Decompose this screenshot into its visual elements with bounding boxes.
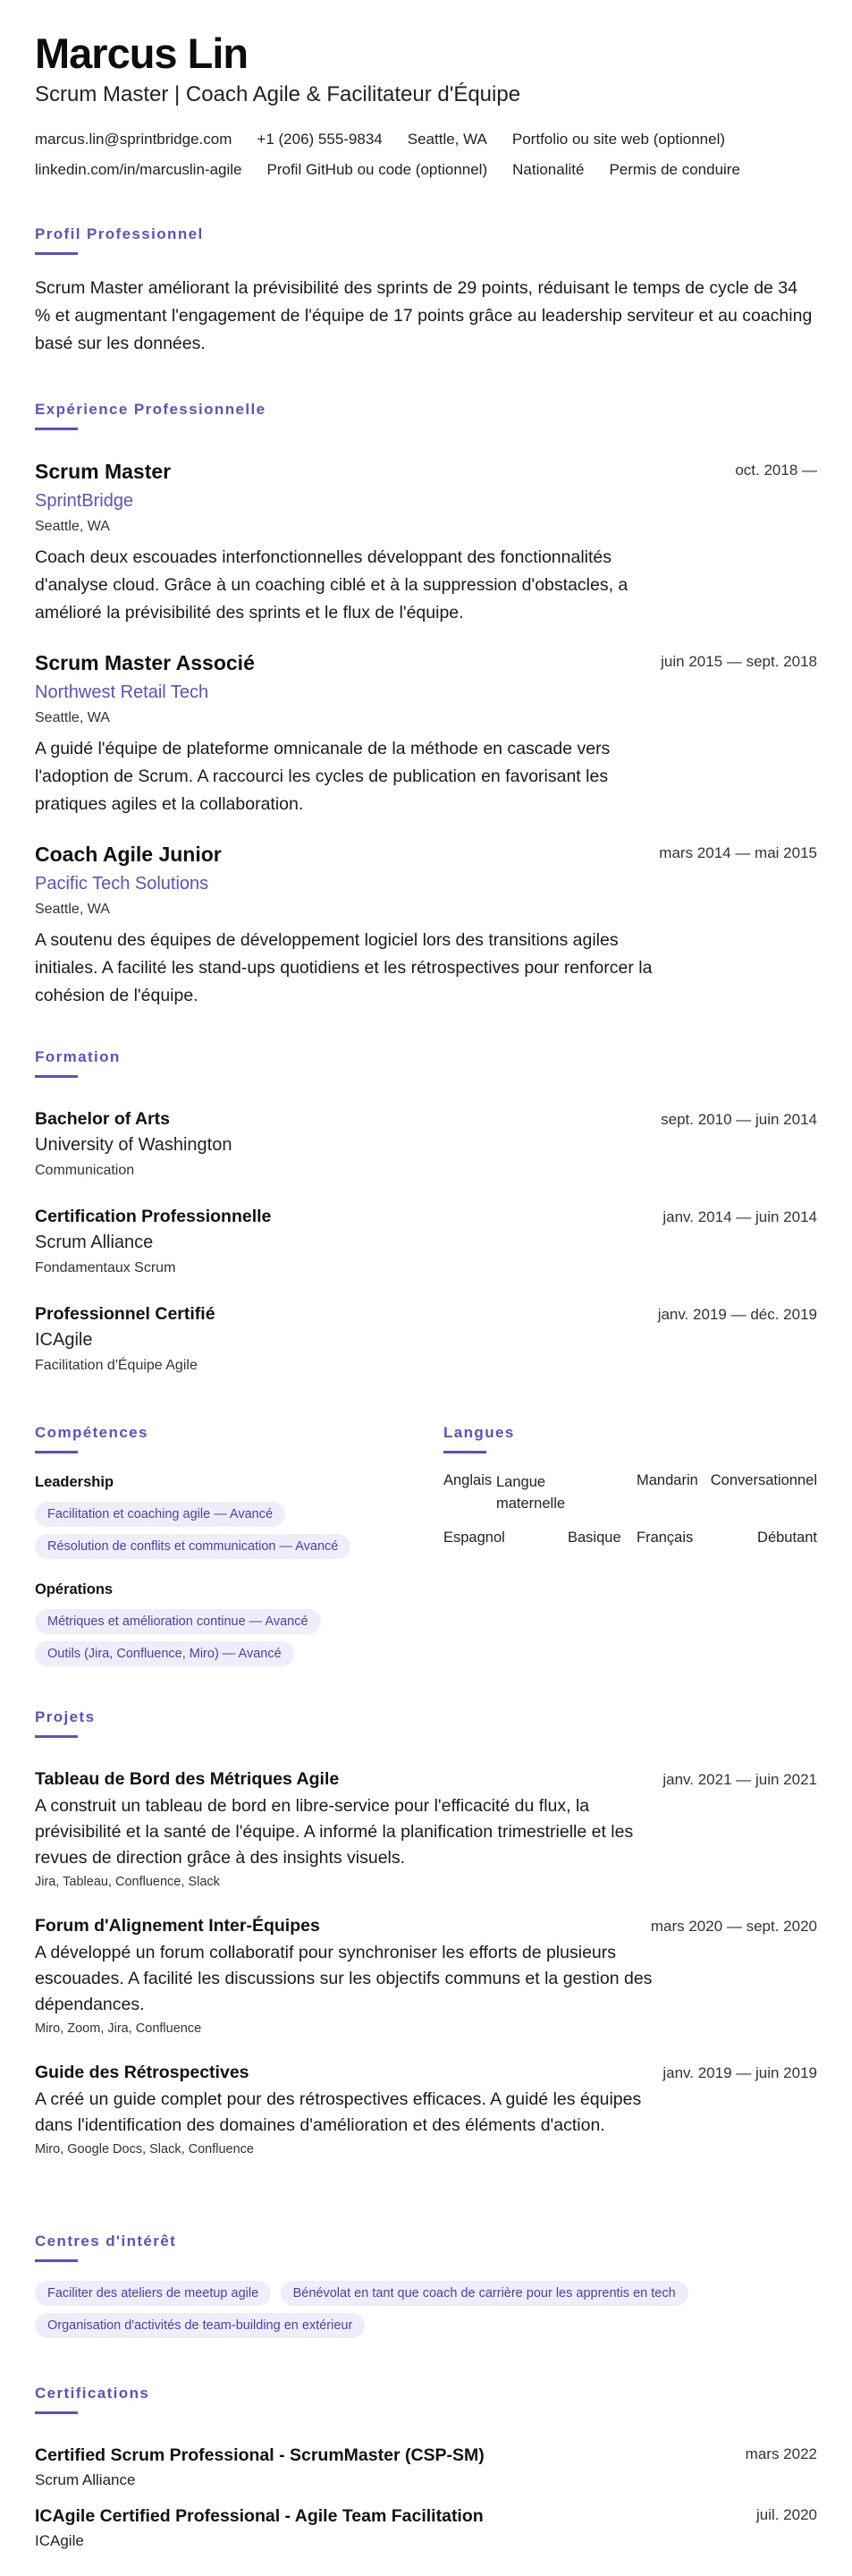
certification-name: Certified Scrum Professional - ScrumMaster (CSP-SM)	[35, 2445, 485, 2465]
job-title: Scrum Master	[35, 460, 172, 483]
contact-nationality: Nationalité	[512, 161, 585, 178]
project-tech: Miro, Zoom, Jira, Confluence	[35, 2021, 202, 2036]
profile-heading: Profil Professionnel	[35, 225, 204, 242]
job-date: juin 2015 — sept. 2018	[661, 653, 817, 670]
education-school: ICAgile	[35, 1330, 93, 1350]
job-description: Coach deux escouades interfonctionnelles développant des fonctionnalités d'analyse cloud. Grâce à un coaching ciblé et à la suppression d'obstacles, a amélioré la prévisibilité des sprints et le flux de l'équipe.	[35, 547, 628, 623]
contact-license: Permis de conduire	[609, 161, 740, 178]
education-date: janv. 2014 — juin 2014	[662, 1208, 817, 1225]
education-degree: Bachelor of Arts	[35, 1109, 170, 1129]
section-divider	[35, 428, 78, 430]
project-date: janv. 2019 — juin 2019	[662, 2064, 817, 2081]
job-entry	[35, 460, 817, 627]
experience-heading: Expérience Professionnelle	[35, 401, 266, 418]
education-date: sept. 2010 — juin 2014	[661, 1111, 817, 1128]
contact-linkedin[interactable]: linkedin.com/in/marcuslin-agile	[35, 161, 242, 178]
languages-heading: Langues	[443, 1424, 515, 1441]
job-description: A guidé l'équipe de plateforme omnicanale de la méthode en cascade vers l'adoption de Scrum. A raccourci les cycles de publication en favorisant les pratiques agiles et la collaboration.	[35, 739, 611, 814]
project-entry	[35, 2063, 817, 2157]
contact-github[interactable]: Profil GitHub ou code (optionnel)	[266, 161, 488, 178]
certification-name: ICAgile Certified Professional - Agile Team Facilitation	[35, 2506, 484, 2526]
interest-tag: Bénévolat en tant que coach de carrière pour les apprentis en tech	[281, 2281, 688, 2306]
interests-section	[35, 2233, 817, 2262]
skills-heading: Compétences	[35, 1424, 148, 1441]
project-title: Guide des Rétrospectives	[35, 2063, 249, 2082]
project-tech: Jira, Tableau, Confluence, Slack	[35, 1875, 220, 1889]
projects-heading: Projets	[35, 1708, 96, 1725]
education-heading: Formation	[35, 1048, 121, 1065]
project-entry	[35, 1916, 817, 2036]
education-field: Communication	[35, 1163, 135, 1178]
contact-location: Seattle, WA	[407, 131, 487, 148]
certification-entry	[35, 2445, 817, 2489]
job-location: Seattle, WA	[35, 902, 110, 917]
contact-portfolio[interactable]: Portfolio ou site web (optionnel)	[511, 131, 726, 148]
language-row	[443, 1530, 817, 1551]
job-entry	[35, 843, 817, 1010]
education-field: Fondamentaux Scrum	[35, 1260, 176, 1275]
interest-tag: Faciliter des ateliers de meetup agile	[35, 2281, 271, 2306]
project-description: A construit un tableau de bord en libre-service pour l'efficacité du flux, la prévisibilité et la santé de l'équipe. A informé la planification trimestrielle et les revues de direction grâce à des insights visuels.	[35, 1796, 634, 1868]
education-school: Scrum Alliance	[35, 1233, 154, 1252]
job-location: Seattle, WA	[35, 519, 110, 534]
profile-section	[35, 225, 817, 358]
profile-summary: Scrum Master améliorant la prévisibilité des sprints de 29 points, réduisant le temps de cycle de 34 % et augmentant l'engagement de l'équipe de 17 points grâce au leadership serviteur et au coaching basé sur les données.	[35, 278, 813, 353]
skill-group-title: Opérations	[35, 1581, 114, 1597]
certification-issuer: ICAgile	[35, 2532, 84, 2549]
language-level: Basique	[568, 1530, 621, 1546]
skill-tag: Outils (Jira, Confluence, Miro) — Avancé	[35, 1641, 294, 1666]
language-level: Conversationnel	[710, 1472, 817, 1488]
skill-group	[35, 1581, 428, 1666]
certifications-section	[35, 2385, 817, 2414]
education-degree: Professionnel Certifié	[35, 1304, 215, 1324]
education-degree: Certification Professionnelle	[35, 1207, 272, 1226]
job-title: Scrum Master Associé	[35, 651, 255, 674]
interests-heading: Centres d'intérêt	[35, 2233, 177, 2250]
section-divider	[35, 2411, 78, 2414]
candidate-headline: Scrum Master | Coach Agile & Facilitateur d'Équipe	[35, 82, 521, 106]
languages-section	[443, 1424, 817, 1453]
education-entry	[35, 1109, 817, 1179]
language-level: Débutant	[757, 1530, 817, 1546]
section-divider	[35, 1735, 78, 1738]
certification-entry	[35, 2506, 817, 2550]
section-divider	[35, 252, 78, 255]
job-date: mars 2014 — mai 2015	[659, 844, 817, 861]
interest-tag: Organisation d'activités de team-building en extérieur	[35, 2313, 365, 2338]
job-location: Seattle, WA	[35, 710, 110, 725]
education-date: janv. 2019 — déc. 2019	[657, 1306, 817, 1323]
language-name: Français	[637, 1530, 694, 1546]
language-name: Espagnol	[443, 1530, 505, 1546]
language-level: Langue maternelle	[496, 1474, 566, 1512]
job-company: Northwest Retail Tech	[35, 682, 209, 702]
certification-date: mars 2022	[745, 2445, 817, 2462]
experience-section	[35, 401, 817, 430]
skills-section	[35, 1424, 410, 1453]
section-divider	[35, 1075, 78, 1078]
education-entry	[35, 1207, 817, 1276]
language-row	[443, 1472, 817, 1517]
section-divider	[443, 1451, 486, 1453]
job-date: oct. 2018 —	[735, 462, 817, 479]
contact-email[interactable]: marcus.lin@sprintbridge.com	[35, 131, 232, 148]
project-tech: Miro, Google Docs, Slack, Confluence	[35, 2142, 254, 2157]
language-name: Anglais	[443, 1472, 493, 1488]
project-date: janv. 2021 — juin 2021	[662, 1771, 817, 1788]
education-entry	[35, 1304, 817, 1374]
contact-phone[interactable]: +1 (206) 555-9834	[257, 131, 383, 148]
education-school: University of Washington	[35, 1135, 232, 1155]
contact-row-2	[35, 161, 740, 179]
job-description: A soutenu des équipes de développement logiciel lors des transitions agiles initiales. A facilité les stand-ups quotidiens et les rétrospectives pour renforcer la cohésion de l'équipe.	[35, 930, 653, 1005]
project-title: Tableau de Bord des Métriques Agile	[35, 1769, 340, 1789]
certification-issuer: Scrum Alliance	[35, 2471, 136, 2488]
skill-tag: Facilitation et coaching agile — Avancé	[35, 1502, 285, 1527]
contact-row-1	[35, 131, 725, 148]
project-title: Forum d'Alignement Inter-Équipes	[35, 1916, 320, 1936]
skill-group-title: Leadership	[35, 1474, 114, 1490]
job-company: SprintBridge	[35, 491, 134, 511]
projects-section	[35, 1708, 817, 1738]
section-divider	[35, 2259, 78, 2262]
project-description: A développé un forum collaboratif pour synchroniser les efforts de plusieurs escouades. A facilité les discussions sur les objectifs communs et la gestion des dépendances.	[35, 1943, 653, 2014]
project-description: A créé un guide complet pour des rétrospectives efficaces. A guidé les équipes dans l'identification des domaines d'amélioration et des éléments d'action.	[35, 2089, 642, 2135]
job-company: Pacific Tech Solutions	[35, 874, 209, 894]
education-field: Facilitation d'Équipe Agile	[35, 1358, 198, 1373]
project-entry	[35, 1769, 817, 1889]
job-title: Coach Agile Junior	[35, 843, 222, 866]
language-name: Mandarin	[637, 1472, 698, 1488]
section-divider	[35, 1451, 78, 1453]
skill-tag: Résolution de conflits et communication — Avancé	[35, 1534, 350, 1559]
job-entry	[35, 651, 817, 818]
interest-tags	[35, 2281, 817, 2338]
certifications-heading: Certifications	[35, 2385, 150, 2402]
skill-group	[35, 1474, 428, 1559]
certification-date: juil. 2020	[755, 2506, 817, 2523]
candidate-name: Marcus Lin	[35, 30, 249, 77]
project-date: mars 2020 — sept. 2020	[650, 1918, 817, 1935]
education-section	[35, 1048, 817, 1078]
skill-tag: Métriques et amélioration continue — Avancé	[35, 1609, 321, 1634]
